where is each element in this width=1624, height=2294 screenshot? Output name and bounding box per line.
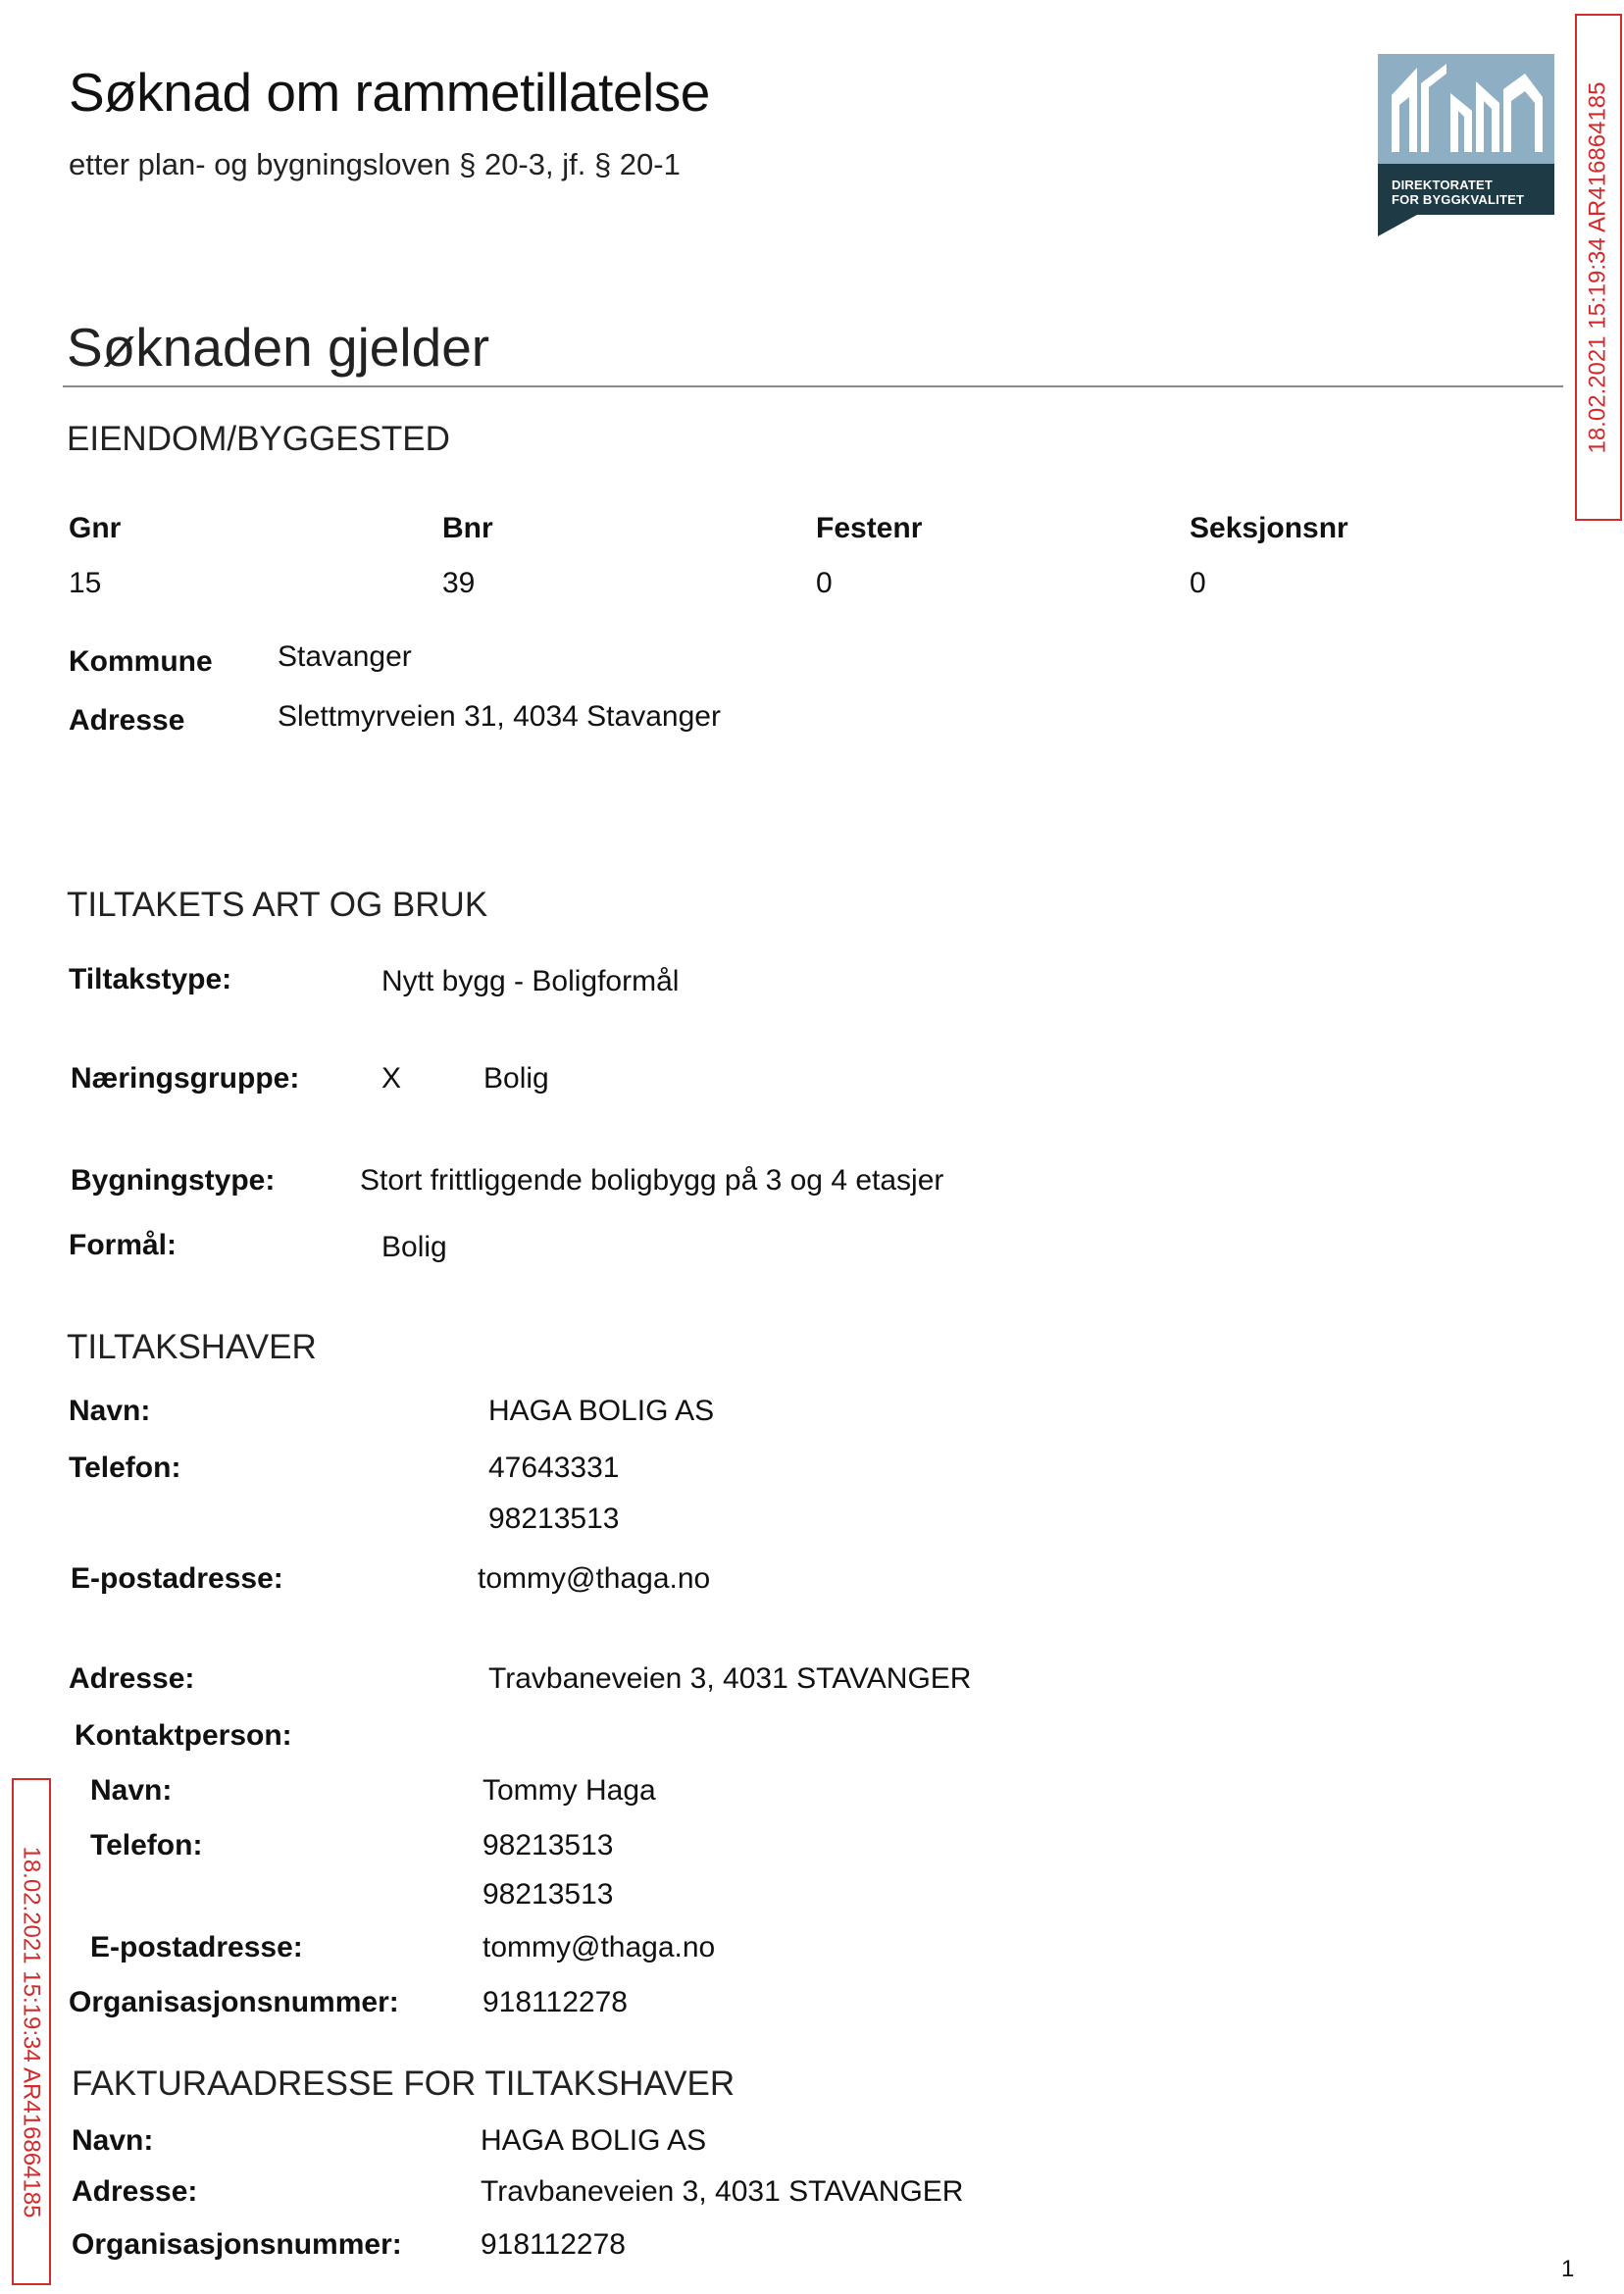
orgnr-label: Organisasjonsnummer: xyxy=(69,1986,399,2018)
kontaktperson-telefon-1: 98213513 xyxy=(482,1829,614,1861)
faktura-navn-label: Navn: xyxy=(72,2124,154,2157)
logo-text xyxy=(1392,178,1524,207)
document-subtitle: etter plan- og bygningsloven § 20-3, jf. § 20-1 xyxy=(69,147,681,181)
dibk-logo xyxy=(1378,54,1554,240)
logo-tail xyxy=(1378,215,1417,236)
tiltakstype-label: Tiltakstype: xyxy=(69,963,232,995)
tiltakshaver-epost-value: tommy@thaga.no xyxy=(478,1562,711,1595)
tiltakshaver-telefon-1: 47643331 xyxy=(488,1452,620,1484)
section-divider xyxy=(63,385,1563,387)
kontaktperson-telefon-2: 98213513 xyxy=(482,1878,614,1911)
faktura-adresse-value: Travbaneveien 3, 4031 STAVANGER xyxy=(481,2175,964,2208)
seksjonsnr-label: Seksjonsnr xyxy=(1190,512,1348,544)
faktura-orgnr-value: 918112278 xyxy=(481,2228,626,2261)
logo-line-1: DIREKTORATET xyxy=(1392,178,1494,192)
tiltakshaver-heading: TILTAKSHAVER xyxy=(67,1328,317,1366)
naeringsgruppe-label: Næringsgruppe: xyxy=(71,1062,300,1095)
kontaktperson-epost-label: E-postadresse: xyxy=(90,1931,303,1963)
eiendom-heading: EIENDOM/BYGGESTED xyxy=(67,420,450,458)
stamp-text: 18.02.2021 15:19:34 AR416864185 xyxy=(19,1845,45,2218)
logo-emblem xyxy=(1378,54,1554,164)
section-title: Søknaden gjelder xyxy=(67,317,490,378)
bygningstype-label: Bygningstype: xyxy=(71,1164,276,1197)
faktura-heading: FAKTURAADRESSE FOR TILTAKSHAVER xyxy=(72,2065,736,2103)
naeringsgruppe-value: Bolig xyxy=(483,1062,549,1095)
faktura-orgnr-label: Organisasjonsnummer: xyxy=(72,2228,402,2261)
tiltakshaver-telefon-label: Telefon: xyxy=(69,1452,181,1484)
building-icon xyxy=(1378,54,1554,164)
logo-line-2: FOR BYGGKVALITET xyxy=(1392,192,1525,207)
kontaktperson-epost-value: tommy@thaga.no xyxy=(482,1931,716,1963)
bygningstype-value: Stort frittliggende boligbygg på 3 og 4 etasjer xyxy=(360,1164,944,1197)
kontaktperson-telefon-label: Telefon: xyxy=(90,1829,203,1861)
tiltakshaver-epost-label: E-postadresse: xyxy=(71,1562,283,1595)
festenr-value: 0 xyxy=(816,567,833,599)
tiltakshaver-navn-value: HAGA BOLIG AS xyxy=(488,1395,715,1427)
tiltakstype-value: Nytt bygg - Boligformål xyxy=(381,965,680,997)
kontaktperson-label: Kontaktperson: xyxy=(75,1719,292,1752)
kontaktperson-navn-value: Tommy Haga xyxy=(482,1774,656,1807)
adresse-label: Adresse xyxy=(69,704,185,737)
gnr-label: Gnr xyxy=(69,512,122,544)
tiltakshaver-navn-label: Navn: xyxy=(69,1395,151,1427)
seksjonsnr-value: 0 xyxy=(1190,567,1206,599)
tiltakshaver-adresse-value: Travbaneveien 3, 4031 STAVANGER xyxy=(488,1662,972,1695)
document-title: Søknad om rammetillatelse xyxy=(69,62,710,123)
formal-label: Formål: xyxy=(69,1229,178,1261)
page-number: 1 xyxy=(1561,2256,1575,2282)
tiltak-heading: TILTAKETS ART OG BRUK xyxy=(67,886,488,924)
gnr-value: 15 xyxy=(69,567,102,599)
tiltakshaver-adresse-label: Adresse: xyxy=(69,1662,195,1695)
registration-stamp-left xyxy=(12,1778,51,2285)
kommune-value: Stavanger xyxy=(278,640,412,673)
orgnr-value: 918112278 xyxy=(482,1986,628,2018)
faktura-navn-value: HAGA BOLIG AS xyxy=(481,2124,707,2157)
festenr-label: Festenr xyxy=(816,512,923,544)
kontaktperson-navn-label: Navn: xyxy=(90,1774,173,1807)
bnr-value: 39 xyxy=(442,567,476,599)
faktura-adresse-label: Adresse: xyxy=(72,2175,198,2208)
bnr-label: Bnr xyxy=(442,512,493,544)
registration-stamp-right xyxy=(1575,14,1622,521)
formal-value: Bolig xyxy=(381,1231,447,1263)
naeringsgruppe-code: X xyxy=(381,1062,402,1095)
kommune-label: Kommune xyxy=(69,645,213,678)
tiltakshaver-telefon-2: 98213513 xyxy=(488,1503,620,1535)
stamp-text: 18.02.2021 15:19:34 AR416864185 xyxy=(1585,80,1611,454)
adresse-value: Slettmyrveien 31, 4034 Stavanger xyxy=(278,700,721,733)
